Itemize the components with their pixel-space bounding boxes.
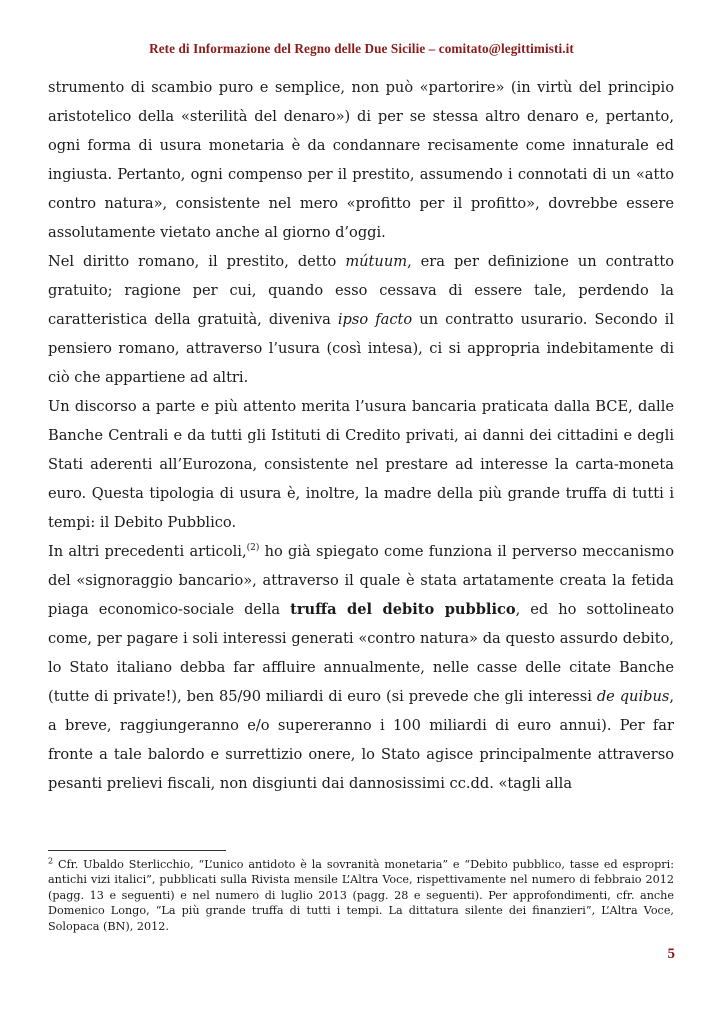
paragraph-4-part-d: , a breve, raggiungeranno e/o supereranno i 100 miliardi di euro annui). Per far fronte a tale balordo e surrettizio onere, lo Stato agisce principalmente attraverso pesanti prelievi fiscali, non disgiunti dai dannosissimi cc.dd. «tagli alla — [48, 688, 674, 792]
page-number: 5 — [667, 946, 675, 962]
footnote-divider — [48, 850, 226, 851]
paragraph-4-part-b: ho già spiegato come funziona il perverso meccanismo del «signoraggio bancario», attraverso il quale è stata artatamente creata la fetida piaga economico-sociale della — [48, 543, 674, 618]
paragraph-2-part-b: , era per definizione un contratto gratuito; ragione per cui, quando esso cessava di essere tale, perdendo la caratteristica della gratuità, diveniva — [48, 253, 675, 328]
paragraph-2-part-a: Nel diritto romano, il prestito, detto — [48, 253, 346, 270]
paragraph-4-part-c: , ed ho sottolineato come, per pagare i soli interessi generati «contro natura» da questo assurdo debito, lo Stato italiano debba far affluire annualmente, nelle casse delle citate Banche (tutte di private!), ben 85/90 miliardi di euro (si prevede che gli interessi — [48, 601, 674, 705]
footnote-reference[interactable]: (2) — [246, 543, 260, 554]
paragraph-4-part-a: In altri precedenti articoli, — [48, 543, 247, 560]
term-de-quibus: de quibus — [596, 688, 670, 705]
paragraph-4 — [48, 537, 674, 798]
main-text — [48, 73, 674, 798]
term-ipso-facto: ipso facto — [337, 311, 413, 328]
footnote — [48, 857, 674, 934]
bold-phrase: truffa del debito pubblico — [290, 601, 516, 618]
running-header: Rete di Informazione del Regno delle Due Sicilie – comitato@legittimisti.it — [149, 41, 574, 56]
footnote-text: Cfr. Ubaldo Sterlicchio, “L’unico antidoto è la sovranità monetaria” e “Debito pubblico, tasse ed espropri: antichi vizi italici”, pubblicati sulla Rivista mensile L’Altra Voce, rispettivamente nel numero di febbraio 2012 (pagg. 13 e seguenti) e nel numero di luglio 2013 (pagg. 28 e seguenti). Per approfondimenti, cfr. anche Domenico Longo, “La più grande truffa di tutti i tempi. La dittatura silente dei finanzieri”, L’Altra Voce, Solopaca (BN), 2012. — [48, 858, 674, 933]
paragraph-2 — [48, 247, 674, 392]
paragraph-1: strumento di scambio puro e semplice, non può «partorire» (in virtù del principio aristotelico della «sterilità del denaro») di per se stessa altro denaro e, pertanto, ogni forma di usura monetaria è da condannare recisamente come innaturale ed ingiusta. Pertanto, ogni compenso per il prestito, assumendo i connotati di un «atto contro natura», consistente nel mero «profitto per il profitto», dovrebbe essere assolutamente vietato anche al giorno d’oggi. — [48, 79, 674, 241]
paragraph-2-part-c: un contratto usurario. Secondo il pensiero romano, attraverso l’usura (così intesa), ci si appropria indebitamente di ciò che appartiene ad altri. — [48, 311, 674, 386]
term-mutuum: mútuum — [345, 253, 408, 270]
footnote-number: 2 — [48, 856, 54, 866]
paragraph-3: Un discorso a parte e più attento merita l’usura bancaria praticata dalla BCE, dalle Banche Centrali e da tutti gli Istituti di Credito privati, ai danni dei cittadini e degli Stati aderenti all’Eurozona, consistente nel prestare ad interesse la carta-moneta euro. Questa tipologia di usura è, inoltre, la madre della più grande truffa di tutti i tempi: il Debito Pubblico. — [48, 398, 674, 531]
